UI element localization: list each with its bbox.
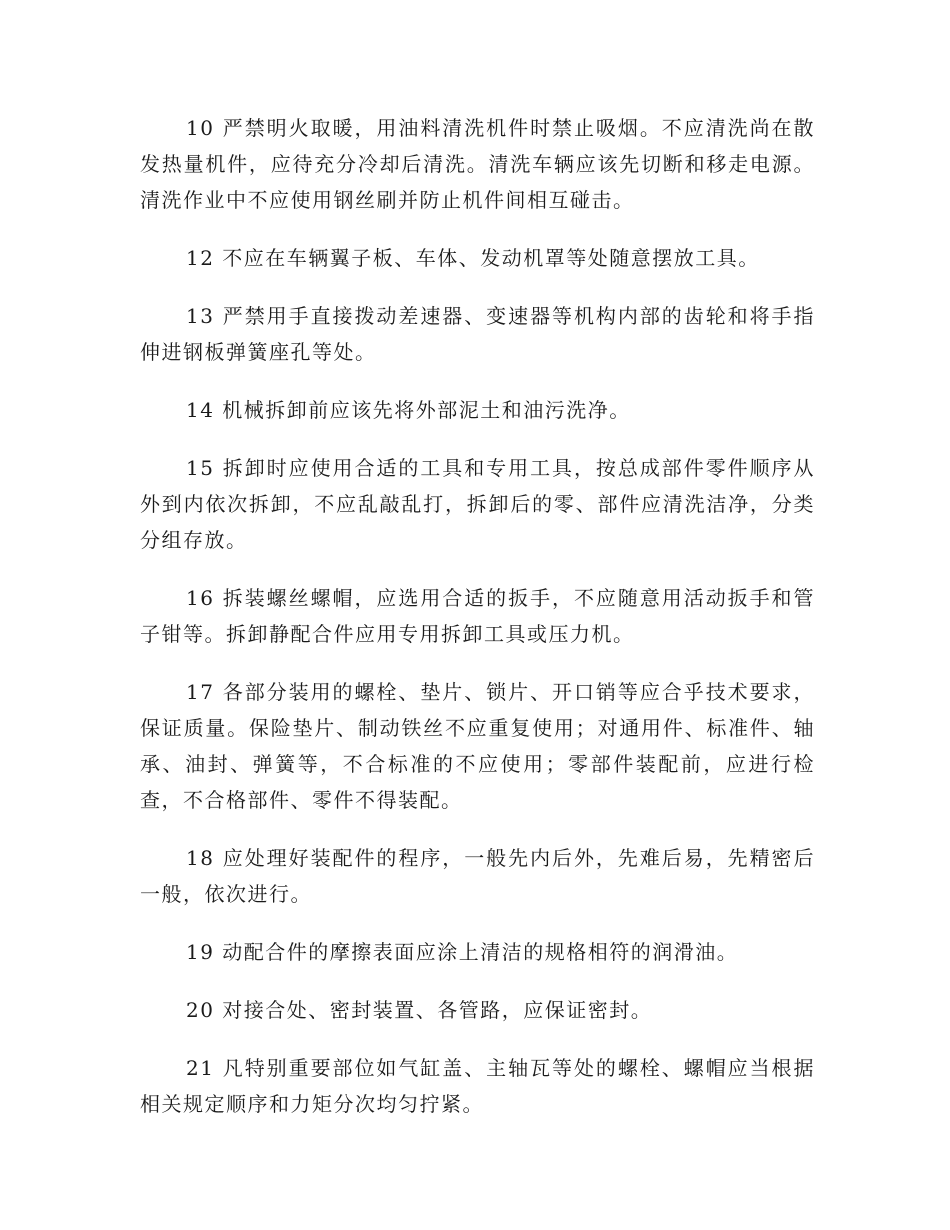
paragraph-21: 21 凡特别重要部位如气缸盖、主轴瓦等处的螺栓、螺帽应当根据相关规定顺序和力矩分次均匀拧紧。 — [140, 1056, 815, 1116]
paragraph-13: 13 严禁用手直接拨动差速器、变速器等机构内部的齿轮和将手指伸进钢板弹簧座孔等处。 — [140, 304, 815, 364]
paragraph-18: 18 应处理好装配件的程序，一般先内后外，先难后易，先精密后一般，依次进行。 — [140, 846, 815, 906]
paragraph-15: 15 拆卸时应使用合适的工具和专用工具，按总成部件零件顺序从外到内依次拆卸，不应乱敲乱打，拆卸后的零、部件应清洗洁净，分类分组存放。 — [140, 456, 815, 552]
paragraph-16: 16 拆装螺丝螺帽，应选用合适的扳手，不应随意用活动扳手和管子钳等。拆卸静配合件应用专用拆卸工具或压力机。 — [140, 586, 815, 646]
paragraph-17: 17 各部分装用的螺栓、垫片、锁片、开口销等应合乎技术要求，保证质量。保险垫片、制动铁丝不应重复使用；对通用件、标准件、轴承、油封、弹簧等，不合标准的不应使用；零部件装配前，应进行检查，不合格部件、零件不得装配。 — [140, 680, 815, 812]
paragraph-14: 14 机械拆卸前应该先将外部泥土和油污洗净。 — [186, 398, 631, 422]
paragraph-12: 12 不应在车辆翼子板、车体、发动机罩等处随意摆放工具。 — [186, 246, 760, 270]
document-body — [140, 110, 815, 1144]
paragraph-20: 20 对接合处、密封装置、各管路，应保证密封。 — [186, 998, 653, 1022]
paragraph-10: 10 严禁明火取暖，用油料清洗机件时禁止吸烟。不应清洗尚在散发热量机件，应待充分冷却后清洗。清洗车辆应该先切断和移走电源。清洗作业中不应使用钢丝刷并防止机件间相互碰击。 — [140, 116, 815, 212]
paragraph-19: 19 动配合件的摩擦表面应涂上清洁的规格相符的润滑油。 — [186, 940, 739, 964]
